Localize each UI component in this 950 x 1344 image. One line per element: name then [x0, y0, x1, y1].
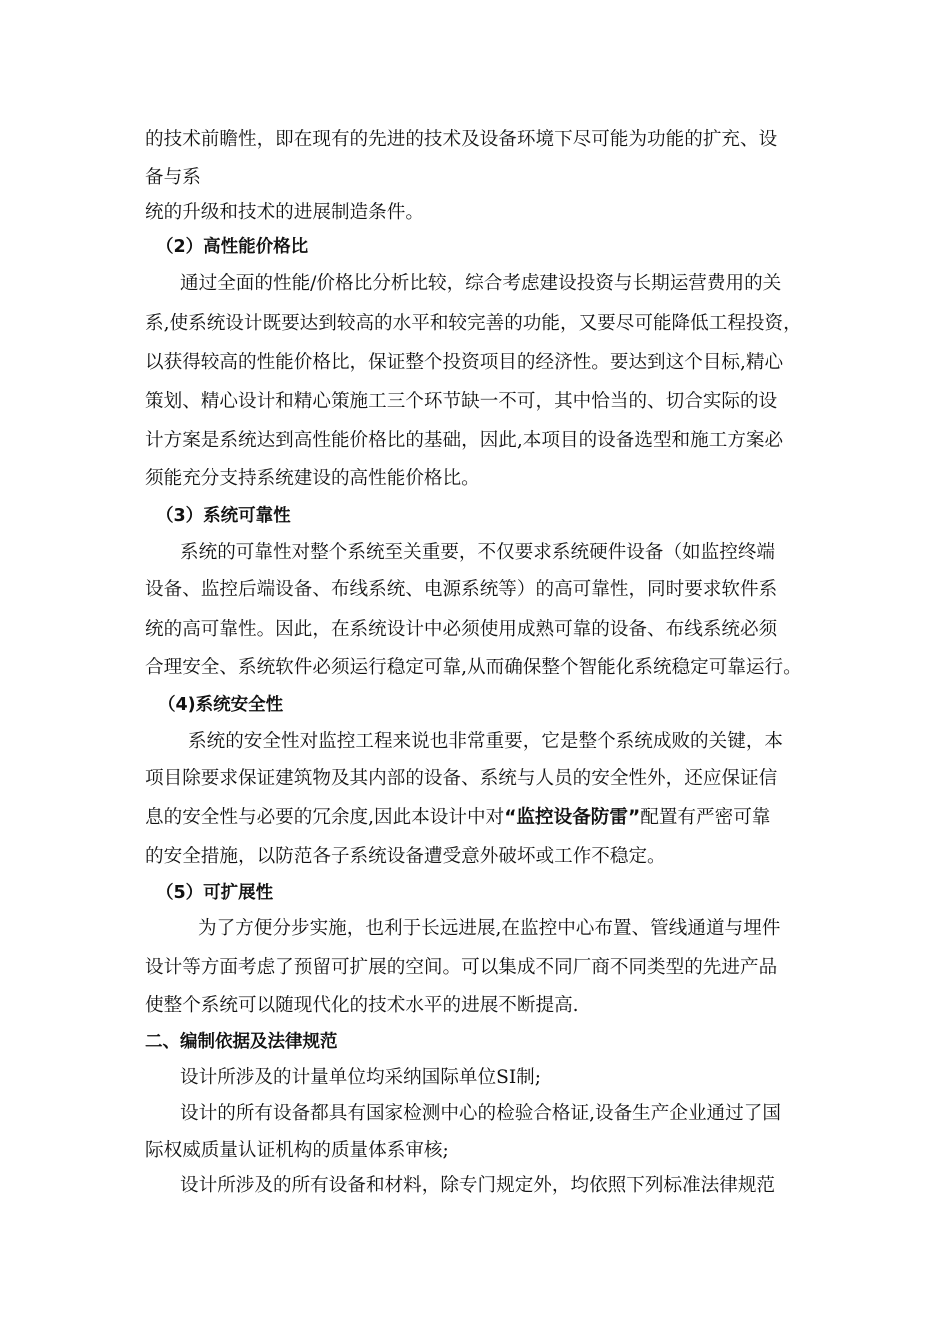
lightning-protection-emphasis: “监控设备防雷” [504, 807, 641, 828]
intro-line-1: 的技术前瞻性，即在现有的先进的技术及设备环境下尽可能为功能的扩充、设 [145, 129, 778, 150]
section-2-heading: （2）高性能价格比 [156, 237, 309, 257]
intro-line-2: 备与系 [145, 167, 201, 188]
section-3-line: 设备、监控后端设备、布线系统、电源系统等）的高可靠性，同时要求软件系 [145, 579, 778, 600]
section-5-line: 设计等方面考虑了预留可扩展的空间。可以集成不同厂商不同类型的先进产品 [145, 957, 778, 978]
section-4-line-3-post: 配置有严密可靠 [640, 807, 771, 828]
section-3-line: 系统的可靠性对整个系统至关重要，不仅要求系统硬件设备（如监控终端 [180, 542, 776, 563]
section-4-heading: （4)系统安全性 [158, 695, 284, 715]
intro-line-3: 统的升级和技术的进展制造条件。 [145, 202, 424, 223]
section-2-line: 通过全面的性能/价格比分析比较，综合考虑建设投资与长期运营费用的关 [180, 273, 782, 294]
section-2-line: 须能充分支持系统建设的高性能价格比。 [145, 468, 480, 489]
section-4-line-3-pre: 息的安全性与必要的冗余度,因此本设计中对 [145, 807, 505, 828]
section-3-line: 统的高可靠性。因此，在系统设计中必须使用成熟可靠的设备、布线系统必须 [145, 619, 778, 640]
section-2-line: 策划、精心设计和精心策施工三个环节缺一不可，其中恰当的、切合实际的设 [145, 391, 778, 412]
section-3-heading: （3）系统可靠性 [156, 506, 291, 526]
section-2-line: 计方案是系统达到高性能价格比的基础，因此,本项目的设备选型和施工方案必 [145, 430, 784, 451]
section-4-line [145, 806, 770, 830]
part-2-line: 设计所涉及的计量单位均采纳国际单位SI制; [180, 1067, 542, 1088]
part-2-heading: 二、编制依据及法律规范 [145, 1032, 338, 1052]
section-2-line: 系,使系统设计既要达到较高的水平和较完善的功能，又要尽可能降低工程投资， [145, 313, 802, 334]
part-2-line: 设计所涉及的所有设备和材料，除专门规定外，均依照下列标准法律规范 [180, 1175, 776, 1196]
section-5-line: 使整个系统可以随现代化的技术水平的进展不断提高. [145, 995, 579, 1016]
part-2-line: 设计的所有设备都具有国家检测中心的检验合格证,设备生产企业通过了国 [180, 1103, 781, 1124]
section-4-line: 的安全措施，以防范各子系统设备遭受意外破坏或工作不稳定。 [145, 846, 666, 867]
section-2-line: 以获得较高的性能价格比，保证整个投资项目的经济性。要达到这个目标,精心 [145, 352, 784, 373]
section-4-line: 系统的安全性对监控工程来说也非常重要，它是整个系统成败的关键，本 [188, 731, 784, 752]
part-2-line: 际权威质量认证机构的质量体系审核; [145, 1140, 449, 1161]
section-3-line: 合理安全、系统软件必须运行稳定可靠,从而确保整个智能化系统稳定可靠运行。 [145, 657, 802, 678]
section-5-heading: （5）可扩展性 [156, 883, 274, 903]
section-5-line: 为了方便分步实施，也利于长远进展,在监控中心布置、管线通道与埋件 [198, 918, 781, 939]
section-4-line: 项目除要求保证建筑物及其内部的设备、系统与人员的安全性外，还应保证信 [145, 768, 778, 789]
